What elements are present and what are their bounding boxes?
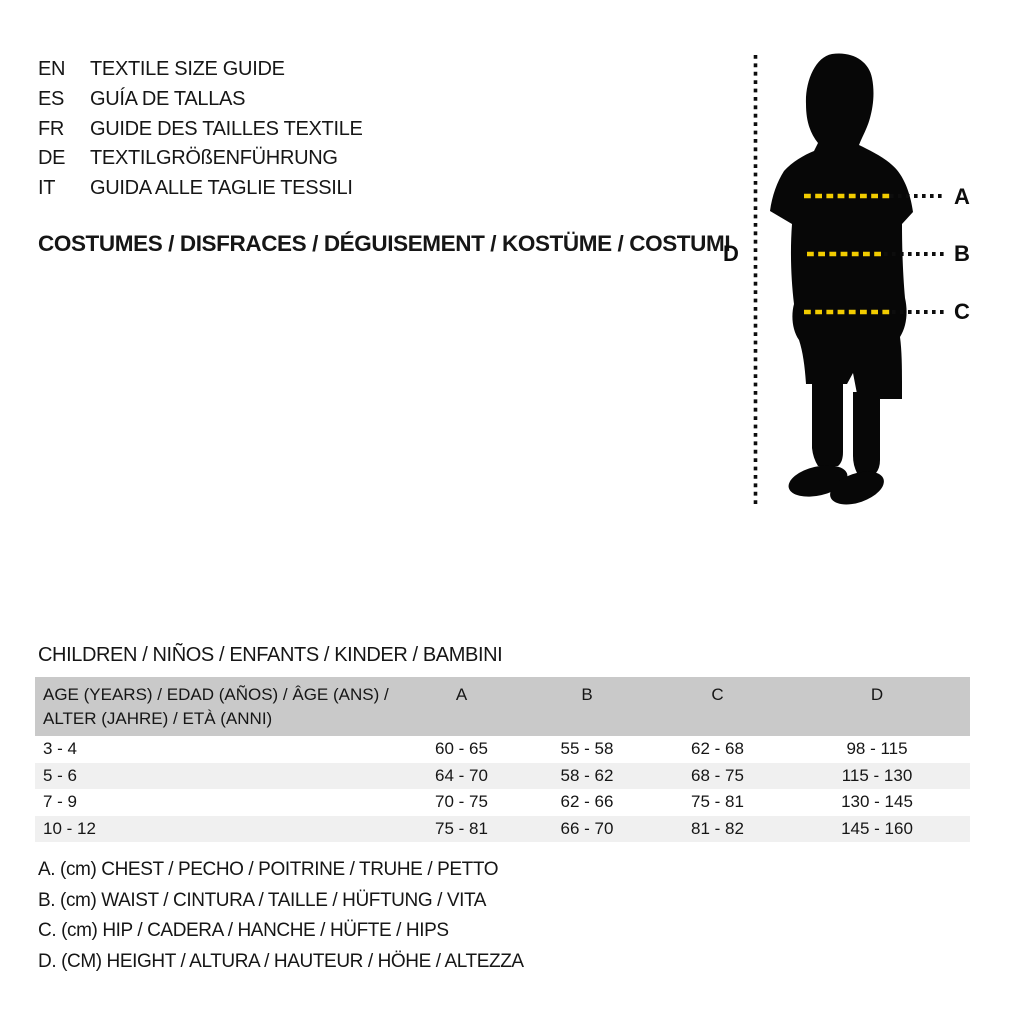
table-row (35, 816, 970, 843)
waist-cell: 62 - 66 (560, 792, 614, 812)
age-header-cell (35, 683, 400, 730)
language-title: GUIDE DES TAILLES TEXTILE (90, 117, 363, 140)
height-cell: 145 - 160 (841, 819, 913, 839)
marker-label-c: C (954, 299, 970, 324)
age-cell: 7 - 9 (43, 792, 78, 812)
legend-line-waist: B. (cm) WAIST / CINTURA / TAILLE / HÜFTUNG / VITA (38, 889, 487, 911)
language-row-es (38, 85, 363, 115)
age-header-line1: AGE (YEARS) / EDAD (AÑOS) / ÂGE (ANS) / (43, 685, 389, 704)
language-title: TEXTILE SIZE GUIDE (90, 58, 285, 80)
chest-cell: 60 - 65 (435, 739, 488, 759)
hip-cell: 75 - 81 (691, 792, 744, 812)
language-title: GUIDA ALLE TAGLIE TESSILI (90, 177, 353, 200)
language-row-de (38, 144, 363, 174)
measurement-legend (38, 855, 524, 977)
height-cell: 115 - 130 (841, 765, 913, 785)
language-code: ES (38, 87, 65, 110)
table-row (35, 736, 970, 763)
legend-line-height: D. (CM) HEIGHT / ALTURA / HAUTEUR / HÖHE / ALTEZZA (38, 950, 524, 972)
table-row (35, 763, 970, 790)
language-title-list (38, 55, 363, 204)
waist-cell: 58 - 62 (560, 765, 614, 785)
language-row-it (38, 174, 363, 204)
language-code: FR (38, 117, 65, 140)
table-row (35, 789, 970, 816)
waist-cell: 66 - 70 (560, 819, 614, 839)
category-title: COSTUMES / DISFRACES / DÉGUISEMENT / KOSTÜME / COSTUMI (38, 231, 731, 256)
marker-label-a: A (954, 184, 970, 209)
marker-label-d: D (723, 241, 739, 266)
height-cell: 98 - 115 (846, 739, 908, 759)
chest-cell: 64 - 70 (435, 765, 488, 785)
column-header-b: B (581, 685, 593, 704)
language-row-en (38, 55, 363, 85)
height-cell: 130 - 145 (841, 792, 913, 812)
legend-line-hip: C. (cm) HIP / CADERA / HANCHE / HÜFTE / HIPS (38, 920, 449, 942)
age-cell: 3 - 4 (43, 739, 78, 759)
language-title: TEXTILGRÖßENFÜHRUNG (90, 147, 338, 170)
waist-cell: 55 - 58 (560, 739, 614, 759)
age-cell: 5 - 6 (43, 765, 78, 785)
column-header-a: A (455, 685, 468, 704)
language-title: GUÍA DE TALLAS (90, 87, 246, 110)
hip-cell: 68 - 75 (691, 765, 744, 785)
language-code: EN (38, 58, 66, 80)
age-cell: 10 - 12 (43, 819, 96, 839)
size-table (35, 677, 970, 842)
column-header-d: D (870, 685, 884, 704)
language-code: IT (38, 177, 56, 200)
measurement-figure (690, 40, 1020, 520)
hip-cell: 62 - 68 (691, 739, 744, 759)
size-table-header (35, 677, 970, 736)
child-silhouette-icon (770, 53, 913, 510)
language-code: DE (38, 147, 66, 170)
legend-line-chest: A. (cm) CHEST / PECHO / POITRINE / TRUHE / PETTO (38, 859, 499, 880)
age-header-line2: ALTER (JAHRE) / ETÀ (ANNI) (43, 708, 273, 728)
chest-cell: 75 - 81 (435, 819, 488, 839)
chest-cell: 70 - 75 (435, 792, 488, 812)
marker-label-b: B (954, 241, 970, 266)
section-title-children: CHILDREN / NIÑOS / ENFANTS / KINDER / BAMBINI (38, 644, 503, 666)
hip-cell: 81 - 82 (691, 819, 744, 839)
language-row-fr (38, 115, 363, 145)
column-header-c: C (711, 685, 724, 704)
